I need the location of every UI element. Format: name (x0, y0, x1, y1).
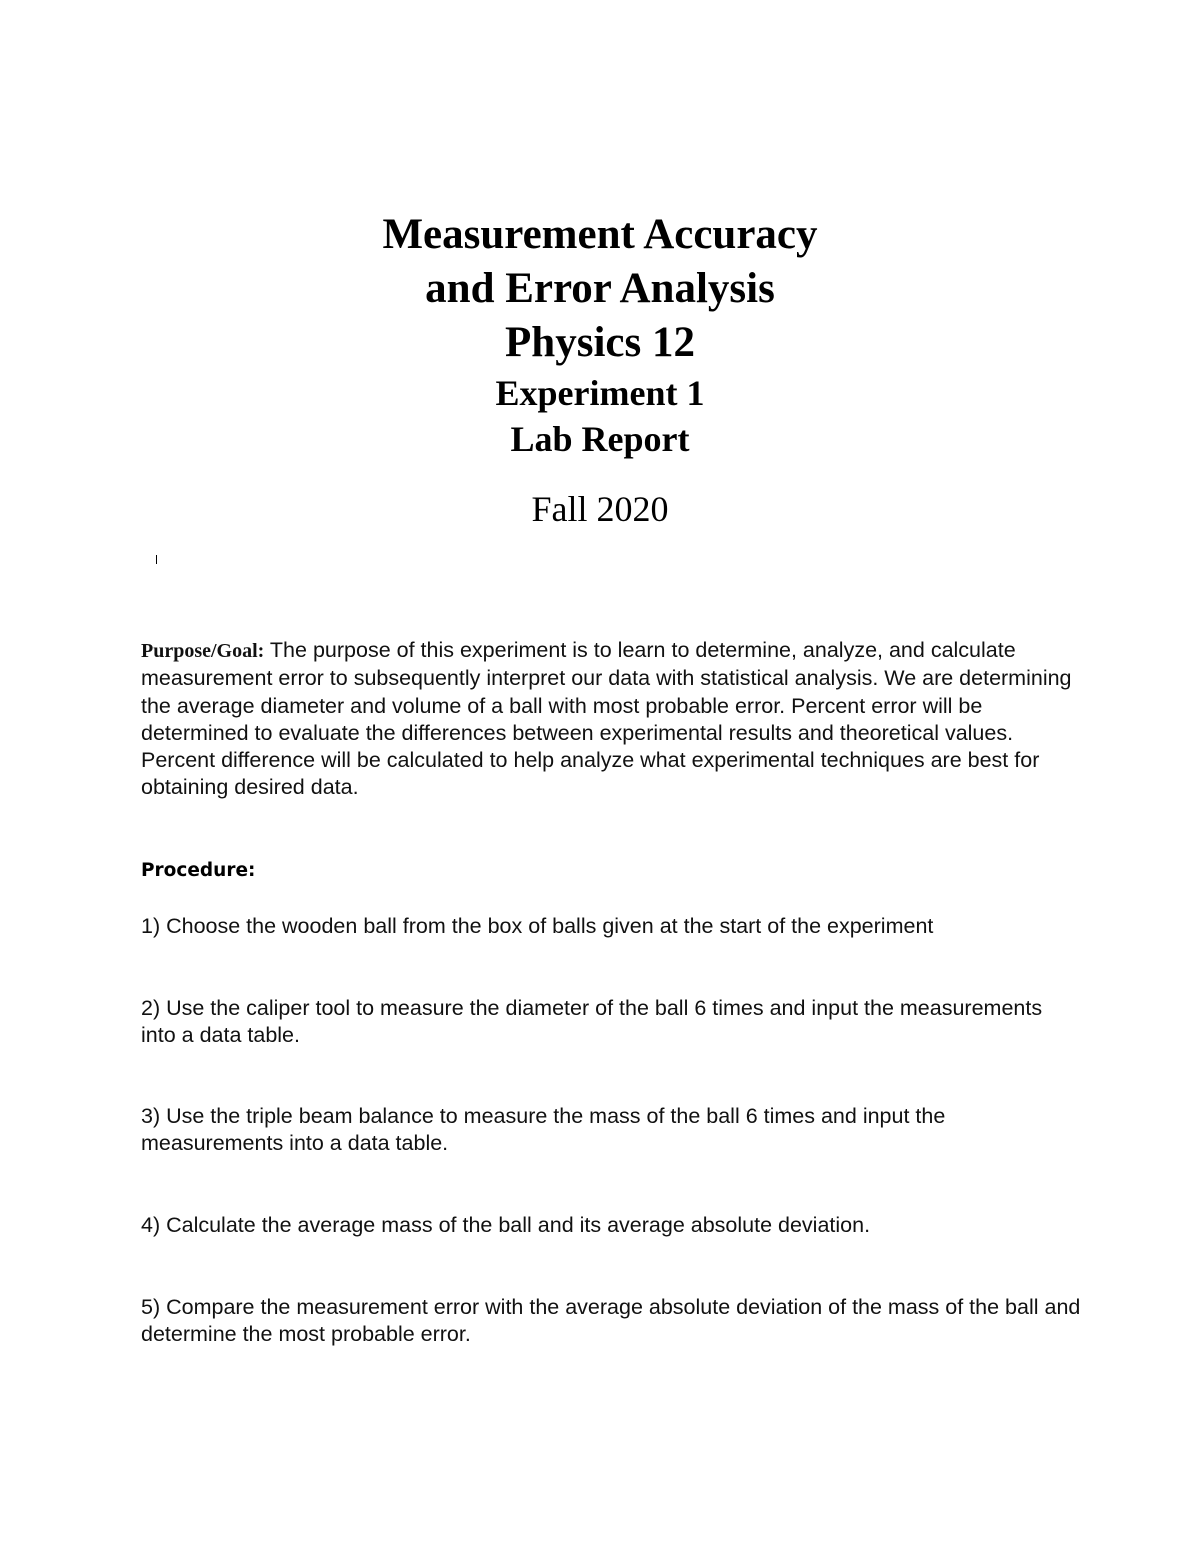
title-line-5: Lab Report (510, 419, 690, 459)
procedure-step: 1) Choose the wooden ball from the box of balls given at the start of the experiment (141, 914, 934, 938)
term-label: Fall 2020 (531, 489, 669, 529)
stray-mark (156, 555, 157, 564)
procedure-label: Procedure: (141, 860, 256, 881)
title-line-2: and Error Analysis (425, 265, 775, 312)
purpose-label: Purpose/Goal: (141, 640, 265, 662)
procedure-step: 2) Use the caliper tool to measure the diameter of the ball 6 times and input the measurements into a data table. (141, 996, 1043, 1048)
title-line-3: Physics 12 (505, 319, 695, 366)
procedure-step: 4) Calculate the average mass of the ball and its average absolute deviation. (141, 1213, 871, 1237)
purpose-text: The purpose of this experiment is to learn to determine, analyze, and calculate measurement error to subsequently interpret our data with statistical analysis. We are determining the average diameter and volume of a ball with most probable error. Percent error will be determined to evaluate the differences between experimental results and theoretical values. Percent difference will be calculated to help analyze what experimental techniques are best for obtaining desired data. (141, 638, 1072, 800)
title-line-4: Experiment 1 (495, 373, 705, 413)
procedure-step: 5) Compare the measurement error with the average absolute deviation of the mass of the ball and determine the most probable error. (141, 1295, 1081, 1347)
title-line-1: Measurement Accuracy (382, 211, 818, 258)
purpose-paragraph (141, 637, 1081, 802)
procedure-step: 3) Use the triple beam balance to measure the mass of the ball 6 times and input the measurements into a data table. (141, 1104, 946, 1156)
document-title (0, 208, 1200, 462)
